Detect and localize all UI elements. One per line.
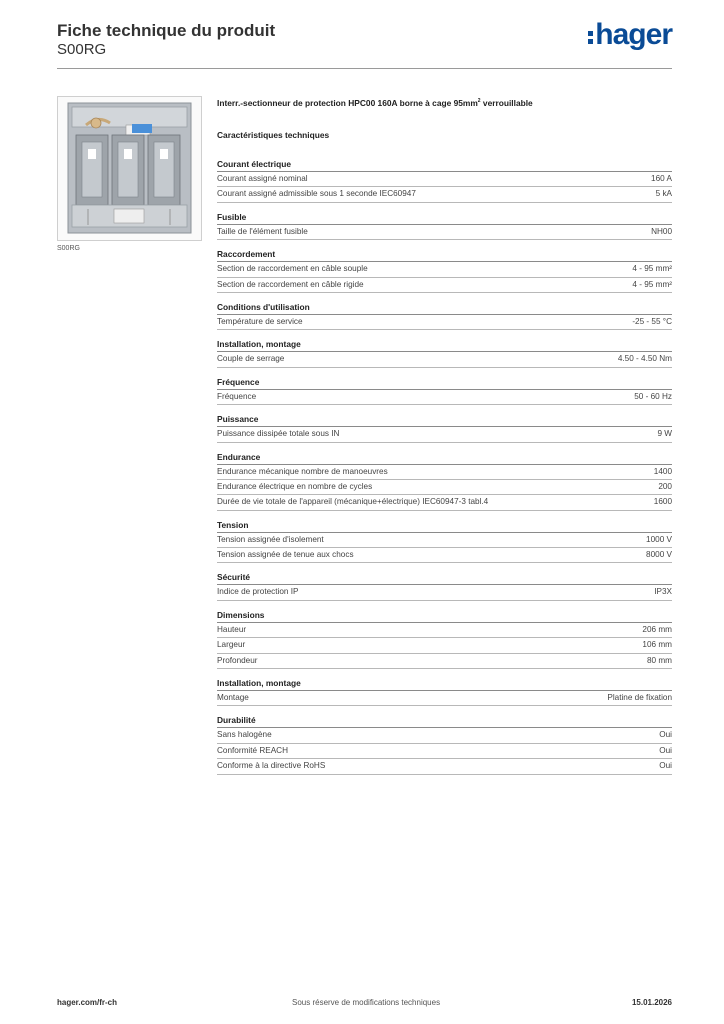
spec-value: 80 mm [646, 655, 672, 665]
hager-logo [588, 20, 672, 50]
spec-value: Oui [659, 745, 672, 755]
spec-label: Température de service [217, 316, 303, 326]
page-header [57, 20, 672, 69]
footer-notice: Sous réserve de modifications techniques [292, 998, 441, 1007]
spec-label: Conforme à la directive RoHS [217, 761, 326, 771]
spec-group [217, 450, 672, 511]
spec-group [217, 713, 672, 774]
description-main: Interr.-sectionneur de protection HPC00 160A borne à cage 95mm [217, 97, 478, 108]
spec-row [217, 759, 672, 774]
spec-label: Profondeur [217, 655, 258, 665]
spec-row [217, 533, 672, 548]
spec-group [217, 210, 672, 240]
spec-label: Sans halogène [217, 730, 272, 740]
spec-value: 4.50 - 4.50 Nm [617, 354, 672, 364]
specs-heading: Caractéristiques techniques [217, 130, 330, 140]
spec-value: 1600 [653, 497, 672, 507]
page-title: Fiche technique du produit [57, 21, 276, 40]
spec-label: Tension assignée de tenue aux chocs [217, 550, 354, 560]
product-image [57, 96, 202, 241]
footer-date: 15.01.2026 [631, 998, 672, 1007]
spec-value: IP3X [654, 587, 672, 597]
description-superscript: 2 [477, 98, 481, 104]
spec-value: 5 kA [655, 189, 672, 199]
fuse-switch-disconnector-icon [58, 97, 201, 240]
spec-row [217, 548, 672, 563]
spec-group [217, 570, 672, 600]
spec-value: 106 mm [642, 640, 672, 650]
spec-value: 50 - 60 Hz [634, 391, 672, 401]
spec-group-title: Fusible [217, 210, 672, 225]
spec-group [217, 337, 672, 367]
spec-row [217, 427, 672, 442]
spec-label: Taille de l'élément fusible [217, 226, 308, 236]
spec-value: 160 A [651, 174, 672, 183]
spec-row [217, 654, 672, 669]
spec-content [217, 96, 672, 775]
spec-value: 1000 V [646, 534, 672, 544]
spec-group-title: Sécurité [217, 570, 672, 585]
spec-row [217, 187, 672, 202]
spec-label: Courant assigné nominal [217, 174, 308, 183]
spec-group [217, 300, 672, 330]
spec-group [217, 608, 672, 669]
spec-row [217, 465, 672, 480]
spec-group-title: Fréquence [217, 375, 672, 390]
spec-group-title: Dimensions [217, 608, 672, 623]
spec-group [217, 247, 672, 293]
spec-group [217, 157, 672, 203]
description-tail: verrouillable [480, 97, 533, 108]
spec-row [217, 262, 672, 277]
spec-label: Courant assigné admissible sous 1 seconde IEC60947 [217, 189, 416, 199]
product-description [217, 96, 672, 112]
spec-label: Montage [217, 693, 249, 703]
spec-value: 9 W [657, 429, 672, 439]
spec-value: 206 mm [642, 624, 672, 634]
spec-group-title: Puissance [217, 412, 672, 427]
product-image-caption: S00RG [57, 245, 80, 252]
spec-label: Tension assignée d'isolement [217, 534, 324, 544]
spec-group [217, 518, 672, 564]
spec-group-title: Endurance [217, 450, 672, 465]
spec-group-title: Durabilité [217, 713, 672, 728]
spec-row [217, 390, 672, 405]
spec-group-title: Raccordement [217, 247, 672, 262]
logo-dots-icon [588, 31, 593, 44]
spec-value: Oui [659, 730, 672, 740]
spec-value: 1400 [653, 466, 672, 476]
spec-row [217, 623, 672, 638]
spec-groups [217, 157, 672, 775]
spec-value: Oui [659, 761, 672, 771]
spec-label: Section de raccordement en câble souple [217, 264, 368, 274]
spec-value: NH00 [651, 226, 672, 236]
spec-row [217, 691, 672, 706]
spec-group-title: Installation, montage [217, 337, 672, 352]
spec-label: Largeur [217, 640, 246, 650]
spec-group-title: Courant électrique [217, 157, 672, 172]
spec-row [217, 278, 672, 293]
logo-wordmark: hager [595, 18, 672, 51]
spec-value: 200 [658, 481, 672, 491]
spec-row [217, 172, 672, 187]
spec-value: 4 - 95 mm² [632, 264, 672, 274]
footer-website-link[interactable]: hager.com/fr-ch [57, 998, 118, 1007]
spec-row [217, 585, 672, 600]
spec-label: Indice de protection IP [217, 587, 299, 597]
spec-group [217, 412, 672, 442]
spec-value: 4 - 95 mm² [632, 279, 672, 289]
spec-label: Hauteur [217, 624, 247, 634]
spec-label: Puissance dissipée totale sous IN [217, 429, 340, 439]
spec-row [217, 744, 672, 759]
spec-label: Conformité REACH [217, 745, 288, 755]
spec-label: Fréquence [217, 391, 257, 401]
spec-label: Couple de serrage [217, 354, 285, 364]
spec-group [217, 375, 672, 405]
spec-row [217, 728, 672, 743]
spec-value: 8000 V [646, 550, 672, 560]
spec-row [217, 495, 672, 510]
spec-group-title: Tension [217, 518, 672, 533]
spec-row [217, 480, 672, 495]
product-code: S00RG [57, 41, 107, 58]
spec-group-title: Installation, montage [217, 676, 672, 691]
spec-label: Durée de vie totale de l'appareil (mécanique+électrique) IEC60947-3 tabl.4 [217, 497, 489, 507]
spec-value: Platine de fixation [607, 693, 672, 703]
spec-label: Endurance électrique en nombre de cycles [217, 481, 373, 491]
spec-label: Section de raccordement en câble rigide [217, 279, 364, 289]
spec-row [217, 225, 672, 240]
spec-row [217, 352, 672, 367]
spec-group-title: Conditions d'utilisation [217, 300, 672, 315]
spec-value: -25 - 55 °C [632, 316, 672, 326]
spec-label: Endurance mécanique nombre de manoeuvres [217, 466, 388, 476]
spec-row [217, 315, 672, 330]
spec-group [217, 676, 672, 706]
spec-row [217, 638, 672, 653]
